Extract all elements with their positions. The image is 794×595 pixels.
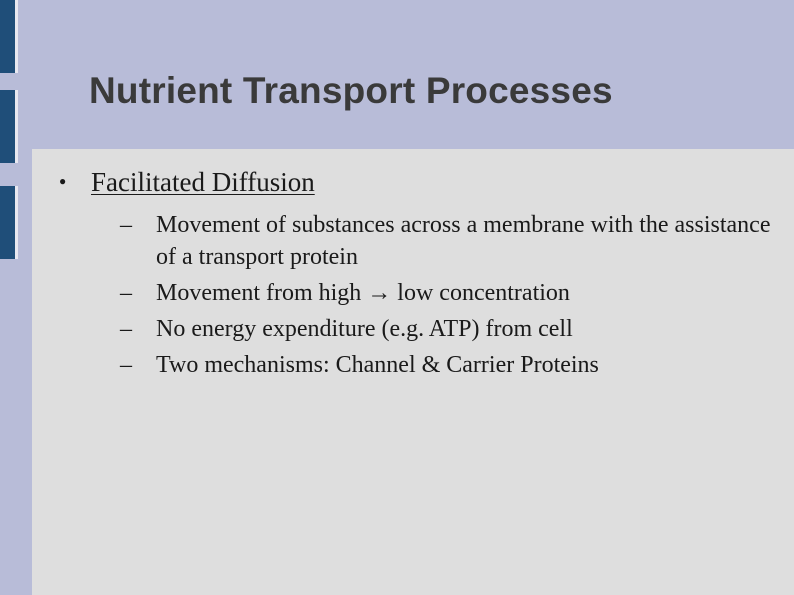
bullet-facilitated-diffusion: [59, 167, 315, 198]
sub-bullet-item: [120, 349, 780, 381]
dash-icon: –: [120, 352, 132, 378]
sub-bullet-text: Movement of substances across a membrane with the assistance of a transport protein: [156, 212, 771, 270]
bullet-label: Facilitated Diffusion: [91, 167, 315, 197]
decorative-bar-bottom: [0, 186, 18, 259]
sub-bullet-text: Movement from high → low concentration: [156, 280, 570, 306]
dash-icon: –: [120, 316, 132, 342]
dash-icon: –: [120, 212, 132, 238]
sub-bullet-text: Two mechanisms: Channel & Carrier Proteins: [156, 352, 599, 378]
bullet-dot-icon: ●: [59, 174, 67, 189]
sub-bullet-item: [120, 313, 780, 345]
decorative-bar-top: [0, 0, 18, 73]
slide-title: Nutrient Transport Processes: [89, 70, 613, 111]
sub-bullet-list: [120, 209, 780, 385]
decorative-bar-middle: [0, 90, 18, 163]
content-panel: [32, 149, 794, 595]
sub-bullet-item: [120, 277, 780, 309]
sub-bullet-text: No energy expenditure (e.g. ATP) from cell: [156, 316, 573, 342]
sub-bullet-item: [120, 209, 780, 273]
dash-icon: –: [120, 280, 132, 306]
